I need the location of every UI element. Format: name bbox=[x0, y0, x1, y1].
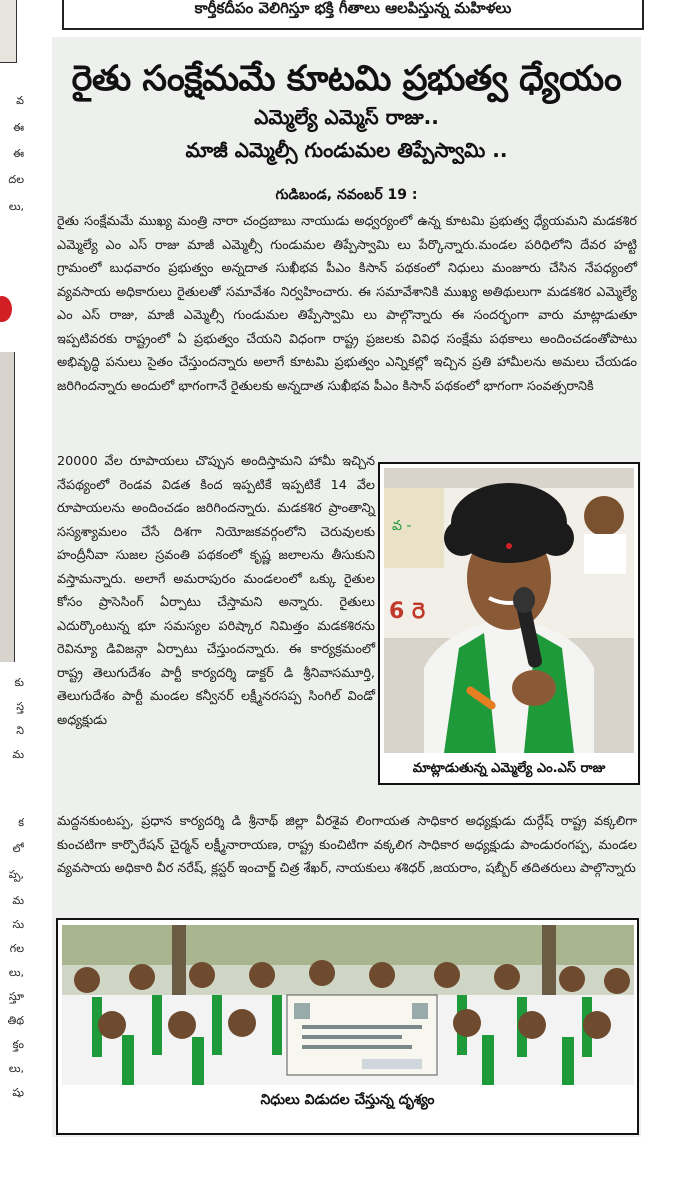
article-body-full-width bbox=[57, 210, 637, 398]
article-dateline: గుడిబండ, నవంబర్ 19 : bbox=[275, 187, 418, 203]
adjacent-red-logo-edge bbox=[0, 296, 12, 322]
body-paragraph: 20000 వేల రూపాయలు చొప్పున అందిస్తామని హామీ ఇచ్చిన నేపథ్యంలో రెండవ విడత కింద ఇప్పటికే ఇప్పటికే 14 వేల రూపాయలను అందించడం జరిగిందన్నారు. మడకశిర ప్రాంతాన్ని సస్యశ్యామలం చేసే దిశగా నియోజకవర్గంలోని చెరువులకు హంద్రీనీవా సుజల స్రవంతి పథకంలో కృష్ణ జలాలను తీసుకుని వస్తామన్నారు. అలాగే అమరాపురం మండలంలో ఒక్కు రైతుల కోసం ప్రాసెసింగ్ ఏర్పాటు చేస్తామని అన్నారు. రైతులు ఎదుర్కొంటున్న భూ సమస్యల పరిష్కార నిమిత్తం మడకశిరను రెవిన్యూ డివిజన్గా ఏర్పాటు చేస్తుందన్నారు. ఈ కార్యక్రమంలో రాష్ట్ర తెలుగుదేశం పార్టీ కార్యదర్శి డాక్టర్ డి శ్రీనివాసమూర్తి, తెలుగుదేశం పార్టీ మండల కన్వీనర్ లక్ష్మీనరసప్ప సింగిల్ విండో అధ్యక్షుడు bbox=[57, 454, 375, 728]
svg-text:వ -: వ - bbox=[392, 518, 412, 534]
article-body-left-column bbox=[57, 450, 375, 732]
adjacent-text-fragment: ఈ bbox=[13, 121, 24, 134]
fund-release-group-photo bbox=[56, 918, 639, 1135]
body-paragraph: మద్దనకుంటప్ప, ప్రధాన కార్యదర్శి డి శ్రీనాథ్ జిల్లా వీరశైవ లింగాయత సాధికార అధ్యక్షుడు దుర్గేష్ రాష్ట్ర వక్కలిగా కుంచటిగా కార్పొరేషన్ చైర్మన్ లక్ష్మీనారాయణ, రాష్ట్ర కుంచిటిగా వక్కలిగ సాధికార అధ్యక్షుడు పాండురంగప్ప, మండల వ్యవసాయ అధికారి వీర నరేష్, క్లస్టర్ ఇంచార్జ్ చిత్ర శేఖర్, నాయకులు శశిధర్ ,జయరాం, షబ్బీర్ తదితరులు పాల్గొన్నారు bbox=[57, 814, 637, 876]
body-paragraph: రైతు సంక్షేమమే ముఖ్య మంత్రి నారా చంద్రబాబు నాయుడు అధ్వర్యంలో ఉన్న కూటమి ప్రభుత్వ ధ్యేయమని మడకశిర ఎమ్మెల్యే ఎం ఎస్ రాజు మాజీ ఎమ్మెల్సీ గుండుమల తిప్పేస్వామి లు పేర్కొన్నారు.మండల పరిధిలోని దేవర హట్టి గ్రామంలో బుధవారం ప్రభుత్వం అన్నదాత సుఖీభవ పీఎం కిసాన్ పథకంలో నిధులు మంజూరు చేసిన నేపధ్యంలో వ్యవసాయ అధికారులు రైతులతో సమావేశం నిర్వహించారు. ఈ సమావేశానికి ముఖ్య అతిథులుగా మడకశిర ఎమ్మెల్యే ఎం ఎస్ రాజు, మాజీ ఎమ్మెల్సీ గుండుమల తిప్పేస్వామి లు పాల్గొన్నారు ఈ సందర్భంగా వారు మాట్లాడుతూ ఇప్పటివరకు రాష్ట్రంలో ఏ ప్రభుత్వం చేయని విధంగా రాష్ట్ర ప్రజలకు వివిధ సంక్షేమ పథకాలు అందించడంతోపాటు అభివృద్ధి పనులు సైతం చేస్తుందన్నారు అలాగే కూటమి ప్రభుత్వం ఎన్నికల్లో ఇచ్చిన ప్రతి హామీలను అమలు చేయడం జరిగిందన్నారు అందులో భాగంగానే రైతులకు అన్నదాత సుఖీభవ పీఎం కిసాన్ పథకంలో భాగంగా సంవత్సరానికి bbox=[57, 214, 637, 394]
top-caption-text: కార్తీకదీపం వెలిగిస్తూ భక్తి గీతాలు ఆలపిస్తున్న మహిళలు bbox=[194, 0, 512, 17]
adjacent-text-fragment: ఈ bbox=[13, 147, 24, 160]
group-photo-image bbox=[62, 925, 634, 1085]
adjacent-text-fragment: లు, bbox=[8, 966, 24, 979]
adjacent-text-fragment: షు bbox=[12, 1086, 24, 1099]
adjacent-column-strip bbox=[0, 0, 28, 1192]
mla-photo-caption: మాట్లాడుతున్న ఎమ్మెల్యే ఎం.ఎస్ రాజు bbox=[412, 761, 606, 776]
adjacent-text-fragment: స్తూ bbox=[8, 990, 24, 1003]
adjacent-text-fragment: సు bbox=[12, 918, 24, 931]
adjacent-text-fragment: ని bbox=[16, 724, 24, 737]
adjacent-text-fragment: మ bbox=[12, 894, 24, 907]
mla-speaking-photo bbox=[378, 462, 640, 785]
adjacent-text-fragment: క bbox=[18, 816, 24, 829]
adjacent-text-fragment: మ bbox=[12, 748, 24, 761]
adjacent-text-fragment: లు, bbox=[8, 200, 24, 213]
adjacent-text-fragment: ప్ప, bbox=[8, 868, 24, 881]
article-subheadline-mla: ఎమ్మెల్యే ఎమ్మెస్ రాజు.. bbox=[254, 105, 439, 129]
article-subheadline-mlc: మాజీ ఎమ్మెల్సీ గుండుమల తిప్పేస్వామి .. bbox=[185, 138, 508, 162]
adjacent-text-fragment: దల bbox=[8, 173, 24, 186]
adjacent-text-fragment: తిథ bbox=[7, 1014, 24, 1027]
adjacent-text-fragment: కు bbox=[14, 676, 24, 689]
article-headline: రైతు సంక్షేమమే కూటమి ప్రభుత్వ ధ్యేయం bbox=[71, 59, 622, 99]
svg-text:6 రె: 6 రె bbox=[389, 599, 426, 624]
adjacent-text-fragment: గల bbox=[9, 942, 24, 955]
article-body-continued bbox=[57, 810, 637, 881]
adjacent-photo-edge bbox=[0, 352, 15, 662]
top-photo-caption bbox=[62, 0, 644, 30]
adjacent-text-fragment: లు, bbox=[8, 1062, 24, 1075]
group-photo-caption: నిధులు విడుదల చేస్తున్న దృశ్యం bbox=[260, 1092, 435, 1108]
adjacent-text-fragment: క్తం bbox=[12, 1038, 24, 1051]
adjacent-photo-edge bbox=[0, 0, 17, 63]
adjacent-text-fragment: లో bbox=[12, 842, 24, 855]
adjacent-text-fragment: స్త bbox=[16, 700, 24, 713]
mla-photo-image bbox=[384, 468, 634, 753]
adjacent-text-fragment: వ bbox=[16, 94, 24, 107]
